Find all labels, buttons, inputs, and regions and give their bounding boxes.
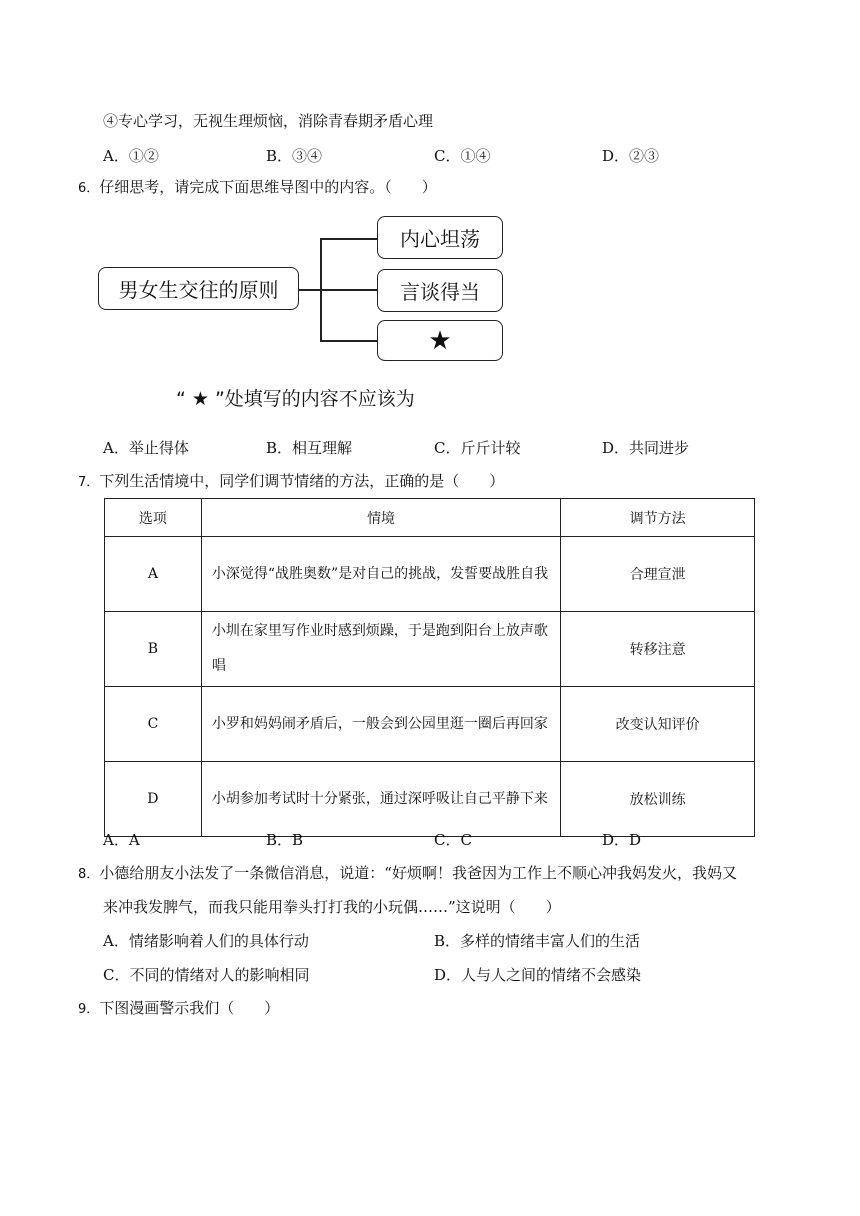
q9-stem-text: 下图漫画警示我们（ ） <box>99 999 280 1017</box>
header-method: 调节方法 <box>561 499 755 537</box>
q7-option-c: C．C <box>434 831 472 849</box>
q6-option-b: B．相互理解 <box>266 439 353 457</box>
mindmap-root: 男女生交往的原则 <box>98 267 299 310</box>
table-row <box>105 687 755 762</box>
q7-table <box>104 498 755 837</box>
q8-number: 8． <box>78 867 100 882</box>
row-option: D <box>105 762 202 837</box>
row-method: 改变认知评价 <box>561 687 755 762</box>
mindmap-branch-line-1 <box>320 238 378 240</box>
mindmap-branch-2: 言谈得当 <box>377 269 503 312</box>
q5-option-d: D．②③ <box>602 147 660 165</box>
row-situation: 小圳在家里写作业时感到烦躁，于是跑到阳台上放声歌唱 <box>201 612 560 687</box>
q5-option-b: B．③④ <box>266 147 323 165</box>
row-method: 转移注意 <box>561 612 755 687</box>
q8-option-c: C．不同的情绪对人的影响相同 <box>103 966 310 984</box>
q5-option-c: C．①④ <box>434 147 491 165</box>
q7-stem-text: 下列生活情境中，同学们调节情绪的方法，正确的是（ ） <box>99 472 505 490</box>
row-situation: 小罗和妈妈闹矛盾后，一般会到公园里逛一圈后再回家 <box>201 687 560 762</box>
q6-number: 6． <box>78 181 100 196</box>
q7-stem <box>78 471 504 493</box>
q6-option-a: A．举止得体 <box>103 439 189 457</box>
q7-number: 7． <box>78 475 100 490</box>
row-situation: 小深觉得“战胜奥数”是对自己的挑战，发誓要战胜自我 <box>201 537 560 612</box>
q6-stem <box>78 177 437 199</box>
row-option: C <box>105 687 202 762</box>
table-row <box>105 537 755 612</box>
mindmap-branch-line-2 <box>320 289 378 291</box>
q8-option-d: D．人与人之间的情绪不会感染 <box>434 966 642 984</box>
mindmap-caption: “ ★ ”处填写的内容不应该为 <box>176 388 415 410</box>
header-situation: 情境 <box>201 499 560 537</box>
mindmap-branch-star: ★ <box>377 320 503 361</box>
q6-stem-text: 仔细思考，请完成下面思维导图中的内容。（ ） <box>99 178 437 196</box>
q7-option-a: A．A <box>103 831 140 849</box>
row-method: 放松训练 <box>561 762 755 837</box>
table-row <box>105 762 755 837</box>
mindmap-branch-1: 内心坦荡 <box>377 216 503 259</box>
q6-option-c: C．斤斤计较 <box>434 439 521 457</box>
header-option: 选项 <box>105 499 202 537</box>
row-option: B <box>105 612 202 687</box>
row-option: A <box>105 537 202 612</box>
q8-option-a: A．情绪影响着人们的具体行动 <box>103 932 309 950</box>
q9-stem <box>78 998 279 1020</box>
mindmap-branch-line-3 <box>320 340 378 342</box>
q8-option-b: B．多样的情绪丰富人们的生活 <box>434 932 641 950</box>
q5-item4: ④专心学习，无视生理烦恼，消除青春期矛盾心理 <box>103 112 434 130</box>
q5-option-a: A．①② <box>103 147 159 165</box>
q8-stem-line2: 来冲我发脾气，而我只能用拳头打打我的小玩偶……”这说明（ ） <box>103 898 561 916</box>
row-method: 合理宣泄 <box>561 537 755 612</box>
q7-option-b: B．B <box>266 831 304 849</box>
q8-stem-line1 <box>78 863 737 885</box>
mindmap-connector <box>299 289 321 291</box>
row-situation: 小胡参加考试时十分紧张，通过深呼吸让自己平静下来 <box>201 762 560 837</box>
q8-stem-text-1: 小德给朋友小法发了一条微信消息，说道：“好烦啊！我爸因为工作上不顺心冲我妈发火，我妈又 <box>99 864 737 882</box>
table-row <box>105 612 755 687</box>
table-header-row <box>105 499 755 537</box>
q6-option-d: D．共同进步 <box>602 439 690 457</box>
q9-number: 9． <box>78 1002 100 1017</box>
q7-option-d: D．D <box>602 831 642 849</box>
